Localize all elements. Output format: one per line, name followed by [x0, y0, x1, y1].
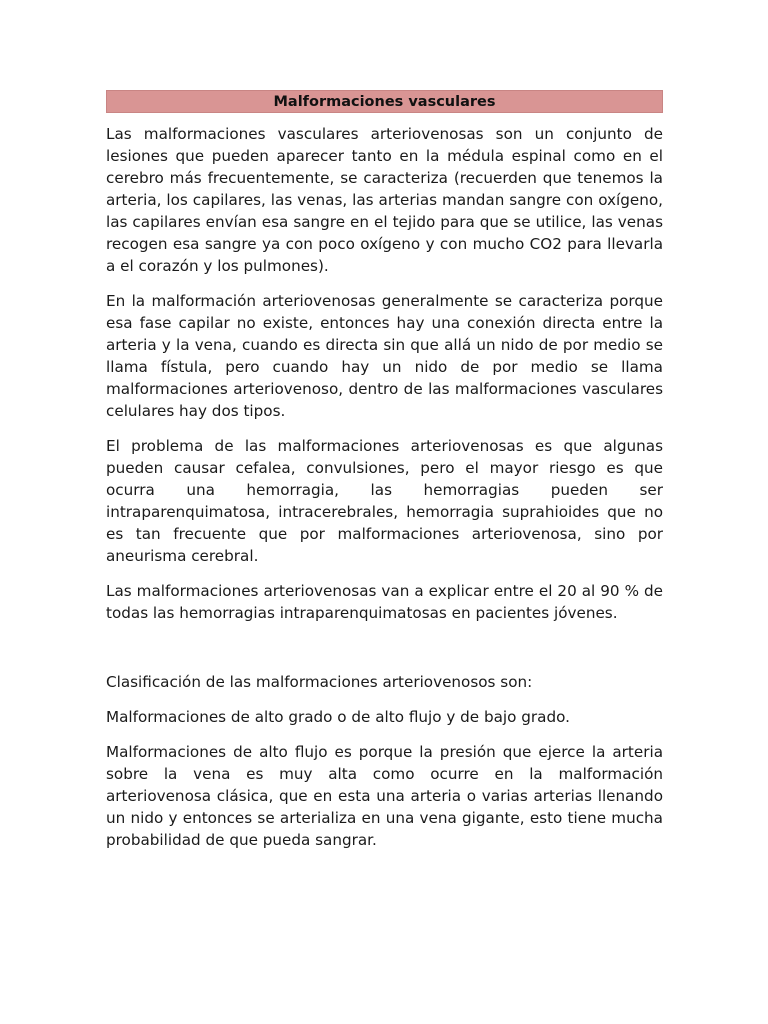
- document-title: Malformaciones vasculares: [106, 90, 663, 113]
- document-page: [106, 90, 663, 851]
- paragraph-classification-types: Malformaciones de alto grado o de alto flujo y de bajo grado.: [106, 708, 570, 726]
- paragraph-high-flow: Malformaciones de alto flujo es porque la presión que ejerce la arteria sobre la vena es muy alta como ocurre en la malformación arteriovenosa clásica, que en esta una arteria o varias arterias llenando un nido y entonces se arterializa en una vena gigante, esto tiene mucha probabilidad de que pueda sangrar.: [106, 743, 663, 849]
- paragraph-problems: El problema de las malformaciones arteriovenosas es que algunas pueden causar cefalea, convulsiones, pero el mayor riesgo es que ocurra una hemorragia, las hemorragias pueden ser intraparenquimatosa, intracerebrales, hemorragia suprahioides que no es tan frecuente que por malformaciones arteriovenosa, sino por aneurisma cerebral.: [106, 437, 663, 565]
- paragraph-classification-heading: Clasificación de las malformaciones arteriovenosos son:: [106, 673, 533, 691]
- paragraph-arteriovenous-definition: En la malformación arteriovenosas generalmente se caracteriza porque esa fase capilar no existe, entonces hay una conexión directa entre la arteria y la vena, cuando es directa sin que allá un nido de por medio se llama fístula, pero cuando hay un nido de por medio se llama malformaciones arteriovenoso, dentro de las malformaciones vasculares celulares hay dos tipos.: [106, 292, 663, 420]
- paragraph-statistics: Las malformaciones arteriovenosas van a explicar entre el 20 al 90 % de todas las hemorragias intraparenquimatosas en pacientes jóvenes.: [106, 582, 663, 622]
- paragraph-intro: Las malformaciones vasculares arteriovenosas son un conjunto de lesiones que pueden aparecer tanto en la médula espinal como en el cerebro más frecuentemente, se caracteriza (recuerden que tenemos la arteria, los capilares, las venas, las arterias mandan sangre con oxígeno, las capilares envían esa sangre en el tejido para que se utilice, las venas recogen esa sangre ya con poco oxígeno y con mucho CO2 para llevarla a el corazón y los pulmones).: [106, 125, 663, 275]
